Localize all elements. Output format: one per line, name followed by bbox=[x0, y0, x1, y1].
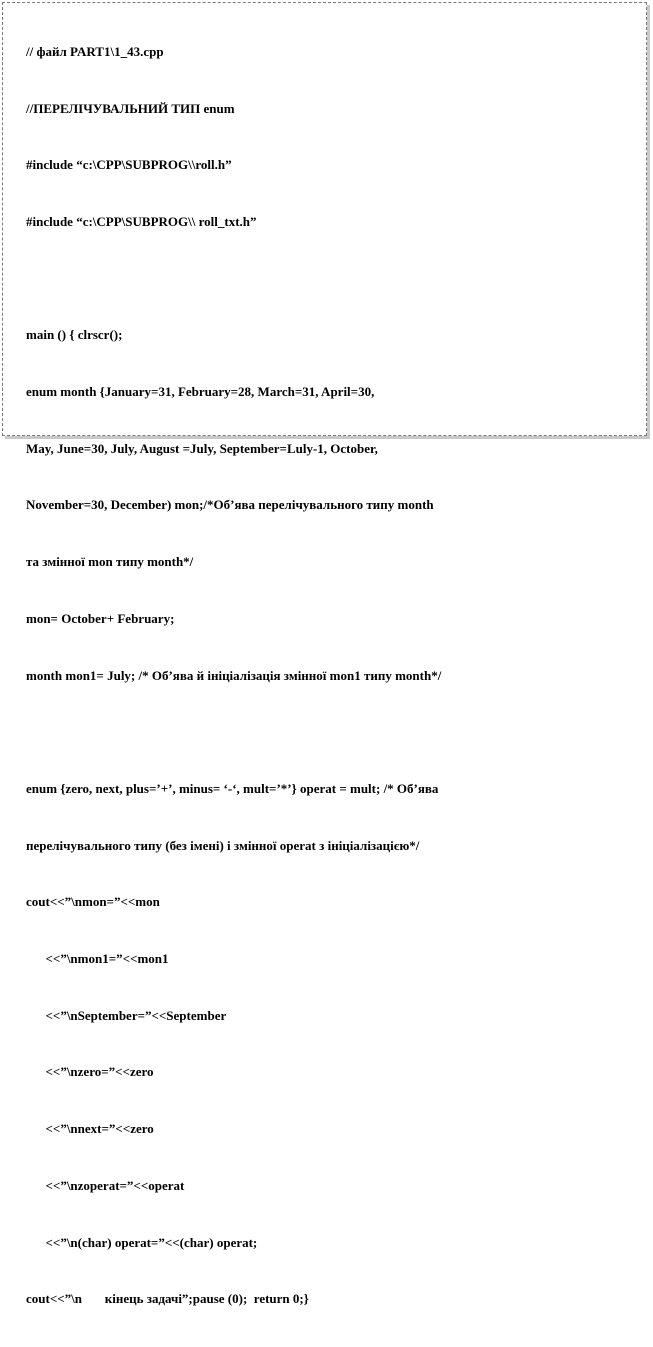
code-line-10: та змінної mon типу month*/ bbox=[26, 554, 194, 570]
code-line-15: перелічувального типу (без імені) і змінної operat з ініціалізацією*/ bbox=[26, 837, 420, 853]
code-line-11: mon= October+ February; bbox=[26, 610, 175, 626]
code-listing bbox=[26, 5, 646, 1347]
code-line-19: <<”\nzero=”<<zero bbox=[26, 1064, 154, 1080]
code-line-16: cout<<”\nmon=”<<mon bbox=[26, 894, 160, 910]
code-line-5 bbox=[26, 270, 646, 289]
code-line-20: <<”\nnext=”<<zero bbox=[26, 1121, 154, 1137]
code-line-4: #include “c:\CPP\SUBPROG\\ roll_txt.h” bbox=[26, 213, 257, 229]
code-line-18: <<”\nSeptember=”<<September bbox=[26, 1007, 227, 1023]
code-line-7: enum month {January=31, February=28, March=31, April=30, bbox=[26, 384, 375, 400]
code-line-1: // файл PART1\1_43.cpp bbox=[26, 43, 164, 59]
code-line-12: month mon1= July; /* Об’ява й ініціалізація змінної mon1 типу month*/ bbox=[26, 667, 442, 683]
code-line-13 bbox=[26, 723, 646, 742]
code-line-8: May, June=30, July, August =July, September=Luly-1, October, bbox=[26, 440, 378, 456]
code-line-6: main () { clrscr(); bbox=[26, 327, 123, 343]
code-line-23: cout<<”\n кінець задачі”;pause (0); return 0;} bbox=[26, 1291, 309, 1307]
code-line-2: //ПЕРЕЛІЧУВАЛЬНИЙ ТИП enum bbox=[26, 100, 235, 116]
code-line-14: enum {zero, next, plus=’+’, minus= ‘-‘, mult=’*’} operat = mult; /* Об’ява bbox=[26, 780, 439, 796]
code-line-3: #include “c:\CPP\SUBPROG\\roll.h” bbox=[26, 157, 232, 173]
code-line-21: <<”\nzoperat=”<<operat bbox=[26, 1177, 185, 1193]
code-line-9: November=30, December) mon;/*Об’ява перелічувального типу month bbox=[26, 497, 434, 513]
code-line-17: <<”\nmon1=”<<mon1 bbox=[26, 951, 169, 967]
code-line-22: <<”\n(char) operat=”<<(char) operat; bbox=[26, 1234, 258, 1250]
code-listing-frame bbox=[2, 2, 647, 1307]
